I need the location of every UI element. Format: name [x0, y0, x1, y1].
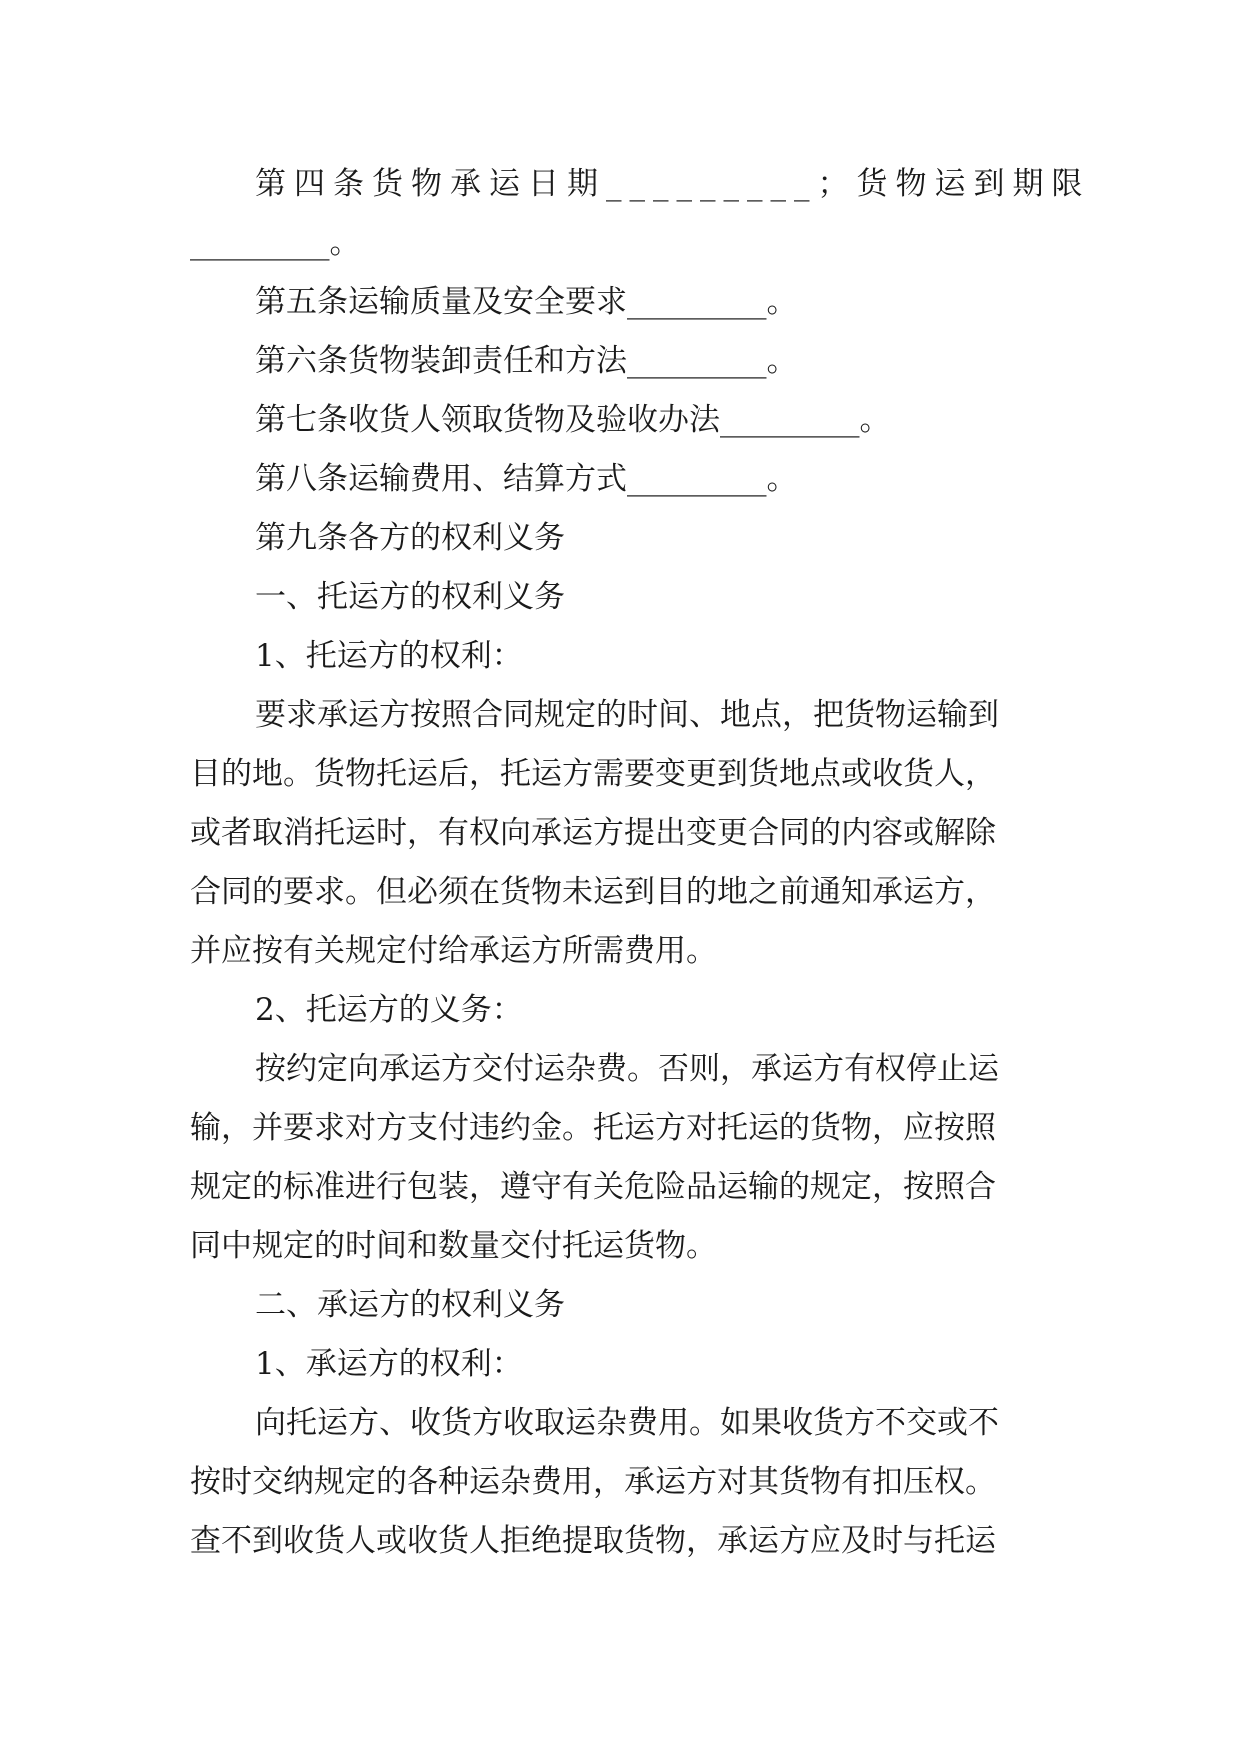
paragraph-line: 或者取消托运时，有权向承运方提出变更合同的内容或解除 — [190, 815, 996, 851]
paragraph-line: 输，并要求对方支付违约金。托运方对托运的货物，应按照 — [190, 1110, 996, 1146]
paragraph-line: 并应按有关规定付给承运方所需费用。 — [190, 933, 717, 969]
subsection-shipper-rights: 1、托运方的权利： — [255, 638, 523, 674]
clause-5: 第五条运输质量及安全要求_________。 — [255, 284, 798, 320]
paragraph-line: 同中规定的时间和数量交付托运货物。 — [190, 1228, 717, 1264]
paragraph-line: 按时交纳规定的各种运杂费用，承运方对其货物有扣压权。 — [190, 1464, 996, 1500]
clause-9-heading: 第九条各方的权利义务 — [255, 520, 565, 556]
paragraph-line: 规定的标准进行包装，遵守有关危险品运输的规定，按照合 — [190, 1169, 996, 1205]
document-body — [190, 155, 1091, 1571]
section-1-heading: 一、托运方的权利义务 — [255, 579, 565, 615]
clause-8: 第八条运输费用、结算方式_________。 — [255, 461, 798, 497]
clause-4-line-1: 第四条货物承运日期_________；货物运到期限 — [255, 166, 1091, 202]
paragraph-line: 要求承运方按照合同规定的时间、地点，把货物运输到 — [255, 697, 999, 733]
paragraph-line: 目的地。货物托运后，托运方需要变更到货地点或收货人， — [190, 756, 996, 792]
paragraph-line: 按约定向承运方交付运杂费。否则，承运方有权停止运 — [255, 1051, 999, 1087]
clause-4-line-2: _________。 — [190, 225, 361, 261]
paragraph-line: 合同的要求。但必须在货物未运到目的地之前通知承运方， — [190, 874, 996, 910]
subsection-shipper-duties: 2、托运方的义务： — [255, 992, 523, 1028]
paragraph-line: 查不到收货人或收货人拒绝提取货物，承运方应及时与托运 — [190, 1523, 996, 1559]
subsection-carrier-rights: 1、承运方的权利： — [255, 1346, 523, 1382]
paragraph-line: 向托运方、收货方收取运杂费用。如果收货方不交或不 — [255, 1405, 999, 1441]
clause-7: 第七条收货人领取货物及验收办法_________。 — [255, 402, 891, 438]
clause-6: 第六条货物装卸责任和方法_________。 — [255, 343, 798, 379]
section-2-heading: 二、承运方的权利义务 — [255, 1287, 565, 1323]
